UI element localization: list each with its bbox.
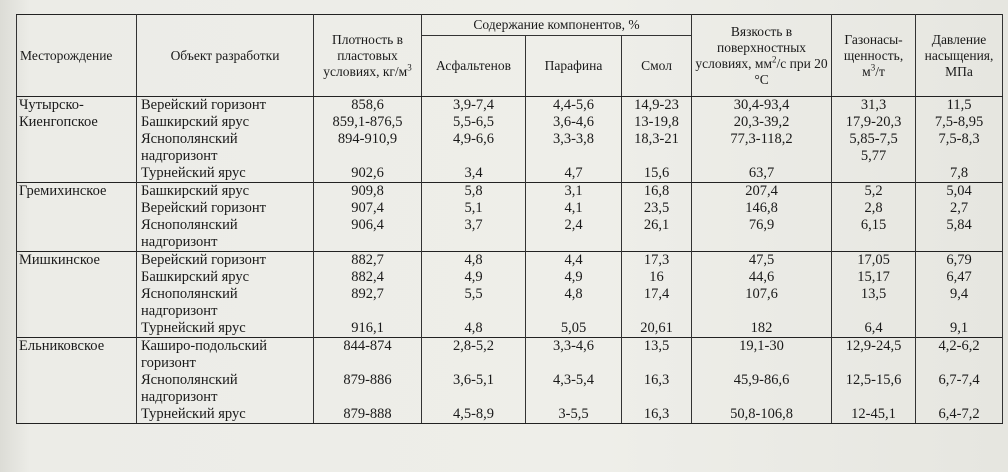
header-object: Объект разработки <box>137 15 314 97</box>
cell-resins: 18,3-21 <box>622 131 692 148</box>
cell-viscosity <box>692 234 832 252</box>
cell-resins: 15,6 <box>622 165 692 183</box>
cell-asphaltenes: 4,9 <box>422 269 526 286</box>
cell-object: Турнейский ярус <box>137 320 314 338</box>
cell-resins <box>622 148 692 165</box>
cell-resins <box>622 234 692 252</box>
table-row <box>17 389 1003 406</box>
cell-gas-saturation: 6,4 <box>832 320 916 338</box>
cell-field <box>17 303 137 320</box>
cell-gas-saturation: 12,9-24,5 <box>832 338 916 356</box>
cell-field <box>17 389 137 406</box>
header-asphaltenes: Асфальтенов <box>422 36 526 97</box>
table-row <box>17 406 1003 424</box>
cell-viscosity: 207,4 <box>692 183 832 201</box>
cell-saturation-pressure: 7,5-8,3 <box>916 131 1003 148</box>
cell-field: Мишкинское <box>17 252 137 270</box>
table-row <box>17 234 1003 252</box>
cell-paraffin: 4,9 <box>526 269 622 286</box>
cell-density: 916,1 <box>314 320 422 338</box>
cell-viscosity: 44,6 <box>692 269 832 286</box>
cell-resins: 16,8 <box>622 183 692 201</box>
cell-viscosity: 77,3-118,2 <box>692 131 832 148</box>
cell-saturation-pressure: 2,7 <box>916 200 1003 217</box>
cell-paraffin: 4,8 <box>526 286 622 303</box>
cell-saturation-pressure: 5,84 <box>916 217 1003 234</box>
cell-resins <box>622 389 692 406</box>
cell-asphaltenes: 3,7 <box>422 217 526 234</box>
cell-resins: 13-19,8 <box>622 114 692 131</box>
cell-saturation-pressure: 6,47 <box>916 269 1003 286</box>
cell-paraffin <box>526 303 622 320</box>
cell-field <box>17 372 137 389</box>
cell-object: горизонт <box>137 355 314 372</box>
cell-gas-saturation: 17,05 <box>832 252 916 270</box>
cell-object: Верейский горизонт <box>137 200 314 217</box>
cell-field: Чутырско- <box>17 97 137 115</box>
cell-object: Башкирский ярус <box>137 183 314 201</box>
cell-viscosity: 63,7 <box>692 165 832 183</box>
cell-resins: 17,4 <box>622 286 692 303</box>
header-resins: Смол <box>622 36 692 97</box>
cell-density: 892,7 <box>314 286 422 303</box>
cell-resins: 16,3 <box>622 372 692 389</box>
cell-viscosity: 30,4-93,4 <box>692 97 832 115</box>
cell-paraffin <box>526 148 622 165</box>
table-row <box>17 114 1003 131</box>
cell-saturation-pressure: 11,5 <box>916 97 1003 115</box>
cell-saturation-pressure: 7,8 <box>916 165 1003 183</box>
cell-field: Киенгопское <box>17 114 137 131</box>
cell-density <box>314 355 422 372</box>
cell-field <box>17 406 137 424</box>
cell-saturation-pressure: 9,1 <box>916 320 1003 338</box>
cell-paraffin: 2,4 <box>526 217 622 234</box>
table-row <box>17 97 1003 115</box>
table-row <box>17 217 1003 234</box>
table-row <box>17 338 1003 356</box>
table-row <box>17 252 1003 270</box>
cell-gas-saturation <box>832 355 916 372</box>
cell-gas-saturation: 15,17 <box>832 269 916 286</box>
cell-paraffin: 5,05 <box>526 320 622 338</box>
cell-saturation-pressure: 4,2-6,2 <box>916 338 1003 356</box>
cell-resins <box>622 303 692 320</box>
header-gas: Газонасы-щенность, $м^3/т$ <box>832 15 916 97</box>
cell-field <box>17 131 137 148</box>
cell-saturation-pressure <box>916 389 1003 406</box>
cell-resins: 14,9-23 <box>622 97 692 115</box>
cell-object: Верейский горизонт <box>137 252 314 270</box>
cell-saturation-pressure: 5,04 <box>916 183 1003 201</box>
cell-paraffin: 4,4 <box>526 252 622 270</box>
table-row <box>17 200 1003 217</box>
cell-asphaltenes: 3,9-7,4 <box>422 97 526 115</box>
cell-object: Яснополянский <box>137 372 314 389</box>
cell-density: 894-910,9 <box>314 131 422 148</box>
table-row <box>17 131 1003 148</box>
cell-viscosity: 107,6 <box>692 286 832 303</box>
cell-viscosity <box>692 389 832 406</box>
cell-asphaltenes: 4,8 <box>422 320 526 338</box>
cell-viscosity: 20,3-39,2 <box>692 114 832 131</box>
cell-object: надгоризонт <box>137 234 314 252</box>
cell-saturation-pressure <box>916 148 1003 165</box>
cell-asphaltenes: 5,1 <box>422 200 526 217</box>
cell-density: 859,1-876,5 <box>314 114 422 131</box>
cell-saturation-pressure: 6,79 <box>916 252 1003 270</box>
cell-paraffin: 3,3-4,6 <box>526 338 622 356</box>
cell-asphaltenes: 4,9-6,6 <box>422 131 526 148</box>
cell-viscosity: 19,1-30 <box>692 338 832 356</box>
cell-resins: 13,5 <box>622 338 692 356</box>
cell-paraffin <box>526 355 622 372</box>
cell-object: надгоризонт <box>137 148 314 165</box>
table-row <box>17 183 1003 201</box>
header-density: Плотность в пластовых условиях, $кг/м^3$ <box>314 15 422 97</box>
cell-resins: 16,3 <box>622 406 692 424</box>
cell-density: 906,4 <box>314 217 422 234</box>
cell-density <box>314 303 422 320</box>
cell-paraffin: 3,3-3,8 <box>526 131 622 148</box>
cell-field <box>17 286 137 303</box>
table-row <box>17 320 1003 338</box>
cell-density <box>314 389 422 406</box>
cell-gas-saturation: 5,2 <box>832 183 916 201</box>
cell-asphaltenes <box>422 355 526 372</box>
cell-density: 909,8 <box>314 183 422 201</box>
cell-paraffin: 4,4-5,6 <box>526 97 622 115</box>
cell-resins <box>622 355 692 372</box>
cell-asphaltenes: 5,5 <box>422 286 526 303</box>
cell-paraffin: 4,3-5,4 <box>526 372 622 389</box>
cell-gas-saturation: 5,85-7,5 <box>832 131 916 148</box>
cell-viscosity: 50,8-106,8 <box>692 406 832 424</box>
cell-field <box>17 165 137 183</box>
cell-resins: 17,3 <box>622 252 692 270</box>
cell-saturation-pressure <box>916 355 1003 372</box>
header-field: Месторождение <box>17 15 137 97</box>
cell-object: Каширо-подольский <box>137 338 314 356</box>
cell-field: Ельниковское <box>17 338 137 356</box>
cell-asphaltenes <box>422 234 526 252</box>
cell-asphaltenes: 2,8-5,2 <box>422 338 526 356</box>
cell-viscosity <box>692 303 832 320</box>
cell-field: Гремихинское <box>17 183 137 201</box>
cell-viscosity <box>692 148 832 165</box>
cell-gas-saturation <box>832 234 916 252</box>
table-row <box>17 372 1003 389</box>
cell-gas-saturation <box>832 303 916 320</box>
cell-object: Башкирский ярус <box>137 114 314 131</box>
cell-resins: 20,61 <box>622 320 692 338</box>
cell-density: 882,7 <box>314 252 422 270</box>
cell-field <box>17 355 137 372</box>
oil-properties-table <box>16 14 1003 424</box>
cell-object: Верейский горизонт <box>137 97 314 115</box>
cell-paraffin: 4,7 <box>526 165 622 183</box>
cell-density: 844-874 <box>314 338 422 356</box>
cell-asphaltenes: 3,4 <box>422 165 526 183</box>
cell-field <box>17 148 137 165</box>
cell-viscosity: 76,9 <box>692 217 832 234</box>
cell-paraffin <box>526 389 622 406</box>
cell-asphaltenes <box>422 148 526 165</box>
cell-object: надгоризонт <box>137 389 314 406</box>
cell-gas-saturation: 12,5-15,6 <box>832 372 916 389</box>
cell-density: 879-888 <box>314 406 422 424</box>
cell-density: 902,6 <box>314 165 422 183</box>
cell-density <box>314 234 422 252</box>
cell-gas-saturation <box>832 389 916 406</box>
header-paraffin: Парафина <box>526 36 622 97</box>
cell-field <box>17 217 137 234</box>
cell-field <box>17 200 137 217</box>
cell-saturation-pressure <box>916 234 1003 252</box>
cell-asphaltenes <box>422 303 526 320</box>
table-row <box>17 286 1003 303</box>
table-row <box>17 355 1003 372</box>
cell-asphaltenes: 3,6-5,1 <box>422 372 526 389</box>
table-body <box>17 97 1003 424</box>
cell-gas-saturation: 5,77 <box>832 148 916 165</box>
cell-resins: 16 <box>622 269 692 286</box>
cell-saturation-pressure: 7,5-8,95 <box>916 114 1003 131</box>
cell-field <box>17 320 137 338</box>
header-pressure: Давление насыщения, МПа <box>916 15 1003 97</box>
cell-paraffin: 3,6-4,6 <box>526 114 622 131</box>
cell-resins: 26,1 <box>622 217 692 234</box>
cell-gas-saturation: 6,15 <box>832 217 916 234</box>
cell-field <box>17 234 137 252</box>
table-row <box>17 165 1003 183</box>
cell-paraffin <box>526 234 622 252</box>
cell-viscosity: 45,9-86,6 <box>692 372 832 389</box>
cell-viscosity: 146,8 <box>692 200 832 217</box>
cell-density: 858,6 <box>314 97 422 115</box>
table-row <box>17 148 1003 165</box>
table-row <box>17 269 1003 286</box>
cell-saturation-pressure: 6,4-7,2 <box>916 406 1003 424</box>
cell-density: 882,4 <box>314 269 422 286</box>
cell-asphaltenes: 4,8 <box>422 252 526 270</box>
cell-asphaltenes <box>422 389 526 406</box>
table-row <box>17 303 1003 320</box>
header-components-group: Содержание компонентов, % <box>422 15 692 36</box>
cell-object: Яснополянский <box>137 217 314 234</box>
cell-field <box>17 269 137 286</box>
cell-object: Турнейский ярус <box>137 165 314 183</box>
cell-saturation-pressure <box>916 303 1003 320</box>
cell-paraffin: 3-5,5 <box>526 406 622 424</box>
cell-density <box>314 148 422 165</box>
cell-gas-saturation <box>832 165 916 183</box>
cell-gas-saturation: 17,9-20,3 <box>832 114 916 131</box>
cell-saturation-pressure: 6,7-7,4 <box>916 372 1003 389</box>
cell-asphaltenes: 4,5-8,9 <box>422 406 526 424</box>
cell-object: Яснополянский <box>137 131 314 148</box>
table-header <box>17 15 1003 97</box>
cell-asphaltenes: 5,8 <box>422 183 526 201</box>
cell-density: 879-886 <box>314 372 422 389</box>
cell-object: Яснополянский <box>137 286 314 303</box>
cell-density: 907,4 <box>314 200 422 217</box>
cell-object: надгоризонт <box>137 303 314 320</box>
cell-viscosity <box>692 355 832 372</box>
cell-gas-saturation: 12-45,1 <box>832 406 916 424</box>
header-viscosity: Вязкость в поверхностных условиях, $мм^2/с$ при 20 °С <box>692 15 832 97</box>
cell-gas-saturation: 13,5 <box>832 286 916 303</box>
cell-paraffin: 4,1 <box>526 200 622 217</box>
cell-viscosity: 182 <box>692 320 832 338</box>
cell-paraffin: 3,1 <box>526 183 622 201</box>
cell-viscosity: 47,5 <box>692 252 832 270</box>
cell-gas-saturation: 2,8 <box>832 200 916 217</box>
cell-asphaltenes: 5,5-6,5 <box>422 114 526 131</box>
cell-gas-saturation: 31,3 <box>832 97 916 115</box>
cell-object: Башкирский ярус <box>137 269 314 286</box>
cell-object: Турнейский ярус <box>137 406 314 424</box>
cell-resins: 23,5 <box>622 200 692 217</box>
cell-saturation-pressure: 9,4 <box>916 286 1003 303</box>
